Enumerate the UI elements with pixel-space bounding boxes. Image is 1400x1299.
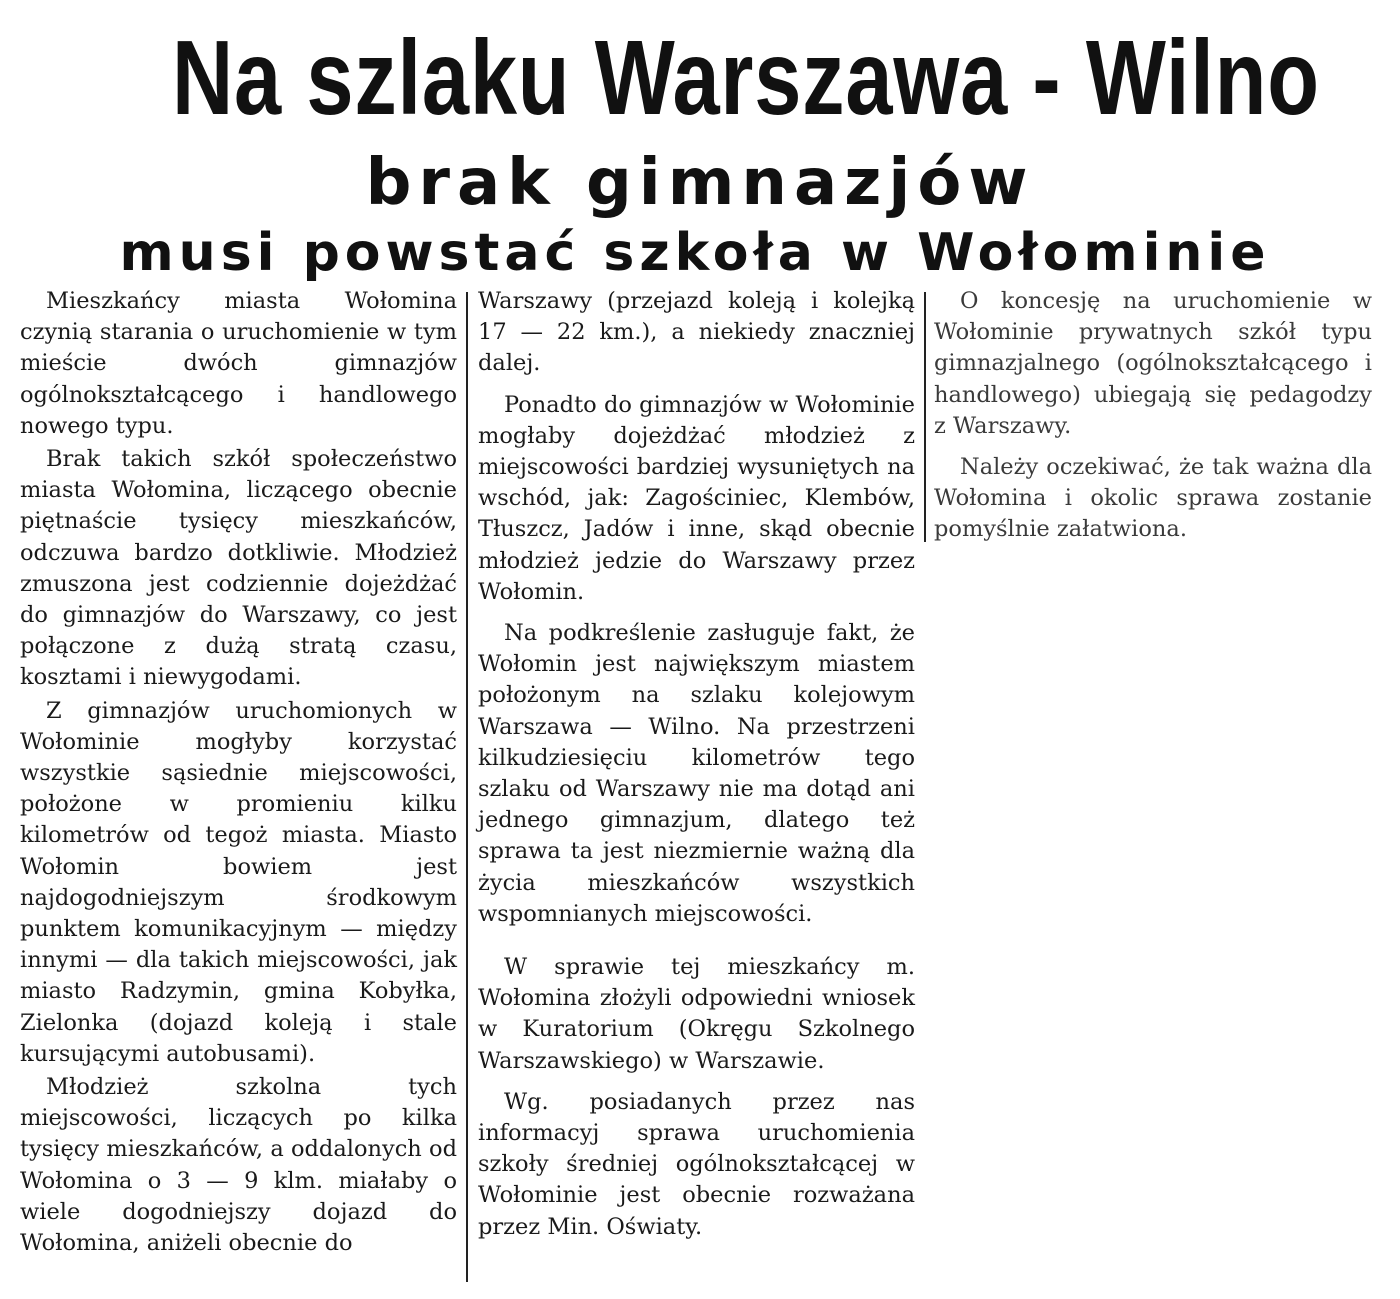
paragraph: Młodzież szkolna tych miejscowości, liczących po kilka tysięcy mieszkańców, a oddalonych od Wołomina o 3 — 9 klm. miałaby o wiele dogodniejszy dojazd do Wołomina, aniżeli obecnie do	[20, 1074, 457, 1257]
paragraph: Brak takich szkół społeczeństwo miasta Wołomina, liczącego obecnie piętnaście tysięcy mieszkańców, odczuwa bardzo dotkliwie. Młodzież zmuszona jest codziennie dojeżdżać do gimnazjów do Warszawy, co jest połączone z dużą stratą czasu, kosztami i niewygodami.	[20, 446, 457, 691]
paragraph: Ponadto do gimnazjów w Wołominie mogłaby dojeżdżać młodzież z miejscowości bardziej wysuniętych na wschód, jak: Zagościniec, Klembów, Tłuszcz, Jadów i inne, skąd obecnie młodzież jedzie do Warszawy przez Wołomin.	[478, 391, 915, 605]
paragraph: Wg. posiadanych przez nas informacyj sprawa uruchomienia szkoły średniej ogólnokształcącej w Wołominie jest obecnie rozważana przez Min. Oświaty.	[478, 1088, 915, 1240]
article-column-1	[20, 286, 457, 1259]
article-column-3	[934, 286, 1372, 546]
paragraph: Warszawy (przejazd koleją i kolejką 17 — 22 km.), a niekiedy znaczniej dalej.	[478, 288, 915, 377]
article-column-2	[478, 286, 915, 1243]
subheadline-primary: brak gimnazjów	[365, 146, 1035, 220]
paragraph: W sprawie tej mieszkańcy m. Wołomina złożyli odpowiedni wniosek w Kuratorium (Okręgu Szkolnego Warszawskiego) w Warszawie.	[478, 954, 915, 1074]
paragraph: Na podkreślenie zasługuje fakt, że Wołomin jest największym miastem położonym na szlaku kolejowym Warszawa — Wilno. Na przestrzeni kilkudziesięciu kilometrów tego szlaku od Warszawy nie ma dotąd ani jednego gimnazjum, dlatego też sprawa ta jest niezmiernie ważną dla życia mieszkańców wszystkich wspomnianych miejscowości.	[478, 620, 915, 927]
column-divider-left	[466, 292, 468, 1282]
headline: Na szlaku Warszawa - Wilno	[172, 19, 1320, 137]
paragraph: Z gimnazjów uruchomionych w Wołominie mogłyby korzystać wszystkie sąsiednie miejscowości, położone w promieniu kilku kilometrów od tegoż miasta. Miasto Wołomin bowiem jest najdogodniejszym środkowym punktem komunikacyjnym — między innymi — dla takich miejscowości, jak miasto Radzymin, gmina Kobyłka, Zielonka (dojazd koleją i stale kursującymi autobusami).	[20, 697, 457, 1067]
paragraph: Mieszkańcy miasta Wołomina czynią starania o uruchomienie w tym mieście dwóch gimnazjów ogólnokształcącego i handlowego nowego typu.	[20, 288, 457, 439]
paragraph: Należy oczekiwać, że tak ważna dla Wołomina i okolic sprawa zostanie pomyślnie załatwiona.	[934, 454, 1372, 543]
paragraph: O koncesję na uruchomienie w Wołominie prywatnych szkół typu gimnazjalnego (ogólnokształcącego i handlowego) ubiegają się pedagodzy z Warszawy.	[934, 288, 1372, 439]
column-divider-right	[924, 292, 926, 542]
subheadline-secondary: musi powstać szkoła w Wołominie	[119, 223, 1271, 283]
